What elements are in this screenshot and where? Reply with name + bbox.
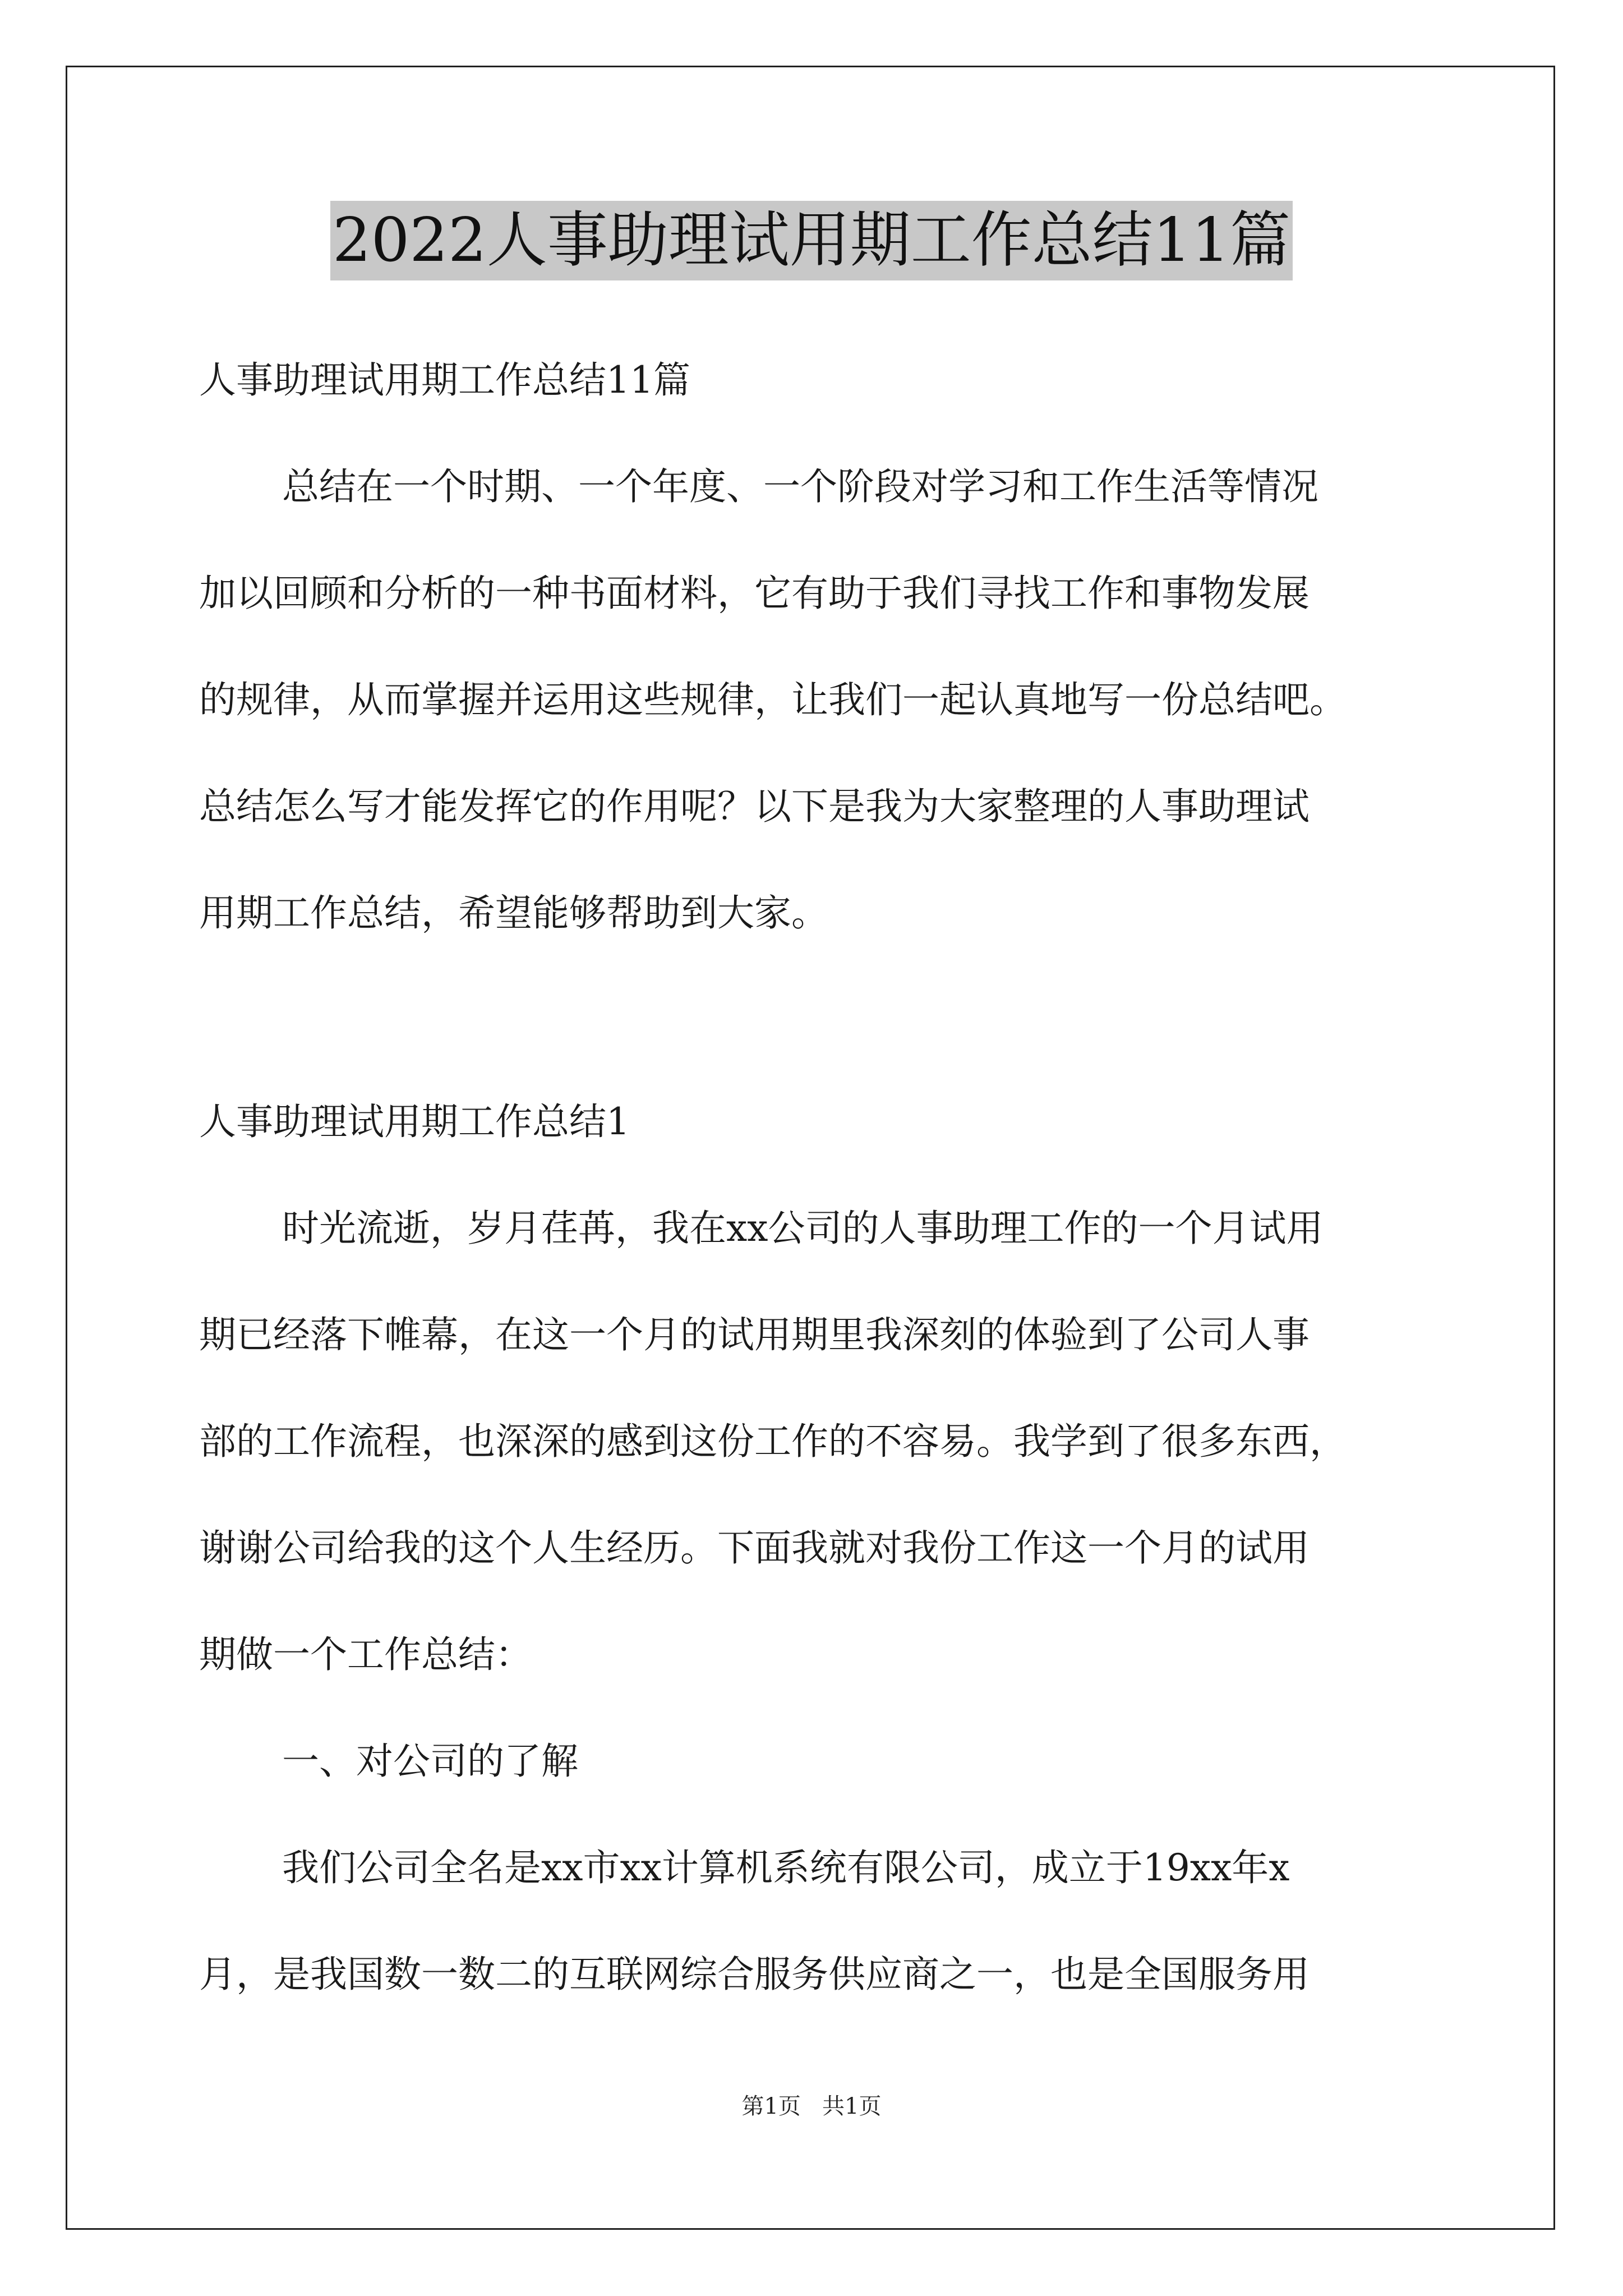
subsection-heading: 一、对公司的了解 [282, 1740, 578, 1783]
title-wrap [0, 201, 1623, 280]
subtitle-line: 人事助理试用期工作总结11篇 [199, 358, 690, 402]
paragraph-line: 谢谢公司给我的这个人生经历。下面我就对我份工作这一个月的试用 [199, 1526, 1310, 1570]
paragraph-line: 期已经落下帷幕，在这一个月的试用期里我深刻的体验到了公司人事 [199, 1313, 1310, 1356]
paragraph-line: 的规律，从而掌握并运用这些规律，让我们一起认真地写一份总结吧。 [199, 678, 1347, 721]
paragraph-line: 部的工作流程，也深深的感到这份工作的不容易。我学到了很多东西， [199, 1420, 1347, 1463]
paragraph-line: 期做一个工作总结： [199, 1633, 532, 1676]
page-footer: 第1页 共1页 [741, 2093, 882, 2119]
paragraph-line: 加以回顾和分析的一种书面材料，它有助于我们寻找工作和事物发展 [199, 572, 1310, 615]
section-heading: 人事助理试用期工作总结1 [199, 1100, 630, 1143]
paragraph-line: 用期工作总结，希望能够帮助到大家。 [199, 891, 828, 935]
paragraph-line: 总结怎么写才能发挥它的作用呢？以下是我为大家整理的人事助理试 [199, 785, 1310, 828]
paragraph-line: 总结在一个时期、一个年度、一个阶段对学习和工作生活等情况 [282, 465, 1318, 508]
document-title: 2022人事助理试用期工作总结11篇 [330, 201, 1293, 280]
paragraph-line: 时光流逝，岁月荏苒，我在xx公司的人事助理工作的一个月试用 [282, 1207, 1324, 1250]
paragraph-line: 我们公司全名是xx市xx计算机系统有限公司，成立于19xx年x [282, 1846, 1290, 1889]
paragraph-line: 月，是我国数一数二的互联网综合服务供应商之一，也是全国服务用 [199, 1953, 1310, 1996]
